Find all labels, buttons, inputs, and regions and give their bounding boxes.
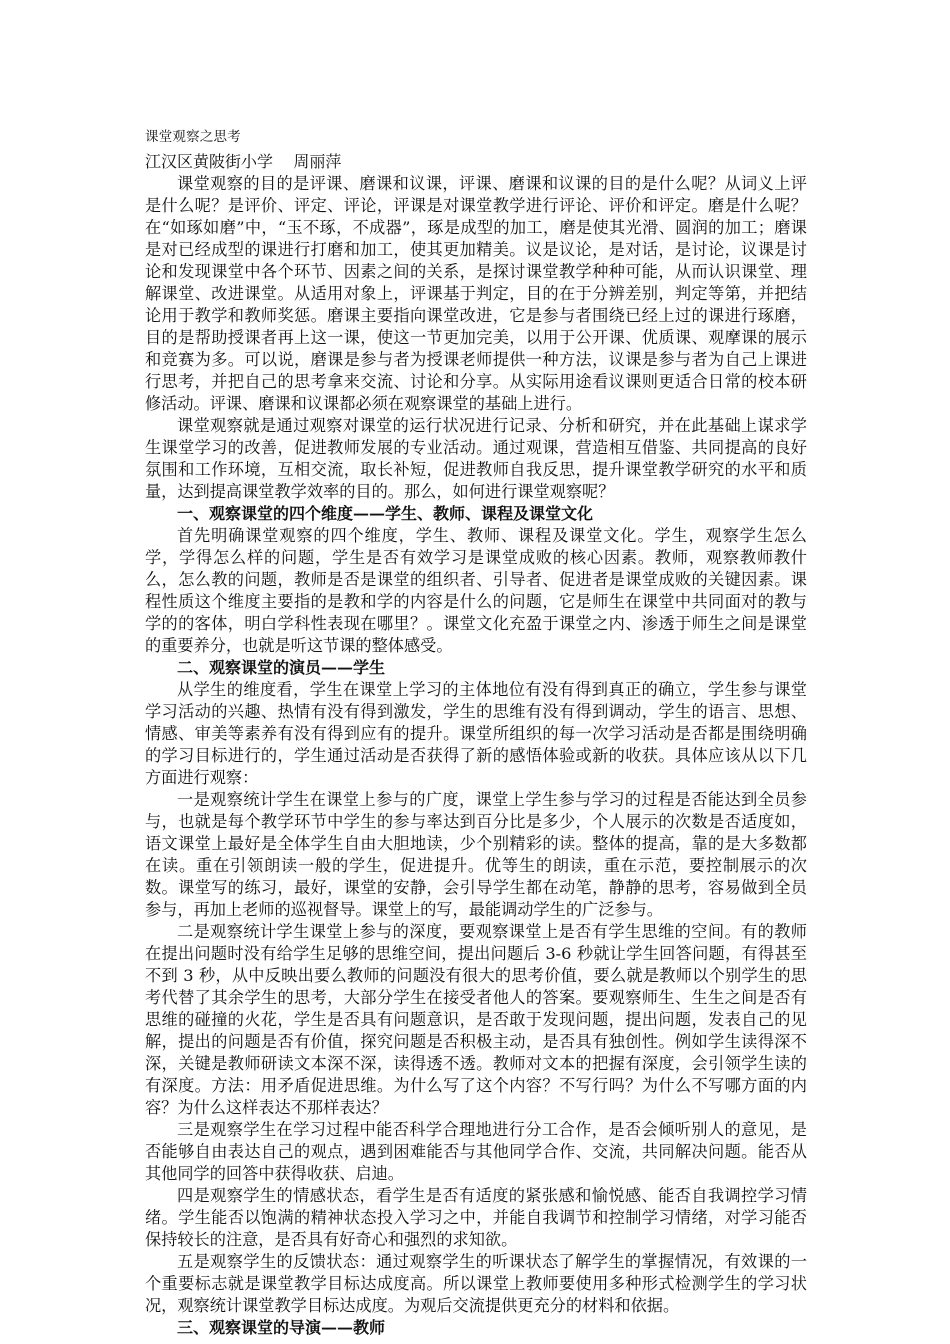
author-line: 江汉区黄陂街小学 周丽萍 (145, 152, 342, 171)
section-heading: 三、观察课堂的导演——教师 (177, 1318, 386, 1337)
document-body (145, 173, 807, 1339)
paragraph: 一是观察统计学生在课堂上参与的广度，课堂上学生参与学习的过程是否能达到全员参与，也就是每个教学环节中学生的参与率达到百分比是多少，个人展示的次数是否适度如，语文课堂上最好是全体学生自由大胆地读，少个别精彩的读。整体的提高，靠的是大多数都在读。重在引领朗读一般的学生，促进提升。优等生的朗读，重在示范，要控制展示的次数。课堂写的练习，最好，课堂的安静，会引导学生都在动笔，静静的思考，容易做到全员参与，再加上老师的巡视督导。课堂上的写，最能调动学生的广泛参与。 (145, 790, 807, 919)
section-heading: 二、观察课堂的演员——学生 (177, 658, 386, 677)
paragraph: 首先明确课堂观察的四个维度，学生、教师、课程及课堂文化。学生，观察学生怎么学，学得怎么样的问题，学生是否有效学习是课堂成败的核心因素。教师，观察教师教什么，怎么教的问题，教师是否是课堂的组织者、引导者、促进者是课堂成败的关键因素。课程性质这个维度主要指的是教和学的内容是什么的问题，它是师生在课堂中共同面对的教与学的的客体，明白学科性表现在哪里？。课堂文化充盈于课堂之内、渗透于师生之间是课堂的重要养分，也就是听这节课的整体感受。 (145, 526, 807, 655)
paragraph: 三是观察学生在学习过程中能否科学合理地进行分工合作，是否会倾听别人的意见，是否能够自由表达自己的观点，遇到困难能否与其他同学合作、交流，共同解决问题。能否从其他同学的回答中获得收获、启迪。 (145, 1120, 807, 1183)
paragraph: 课堂观察的目的是评课、磨课和议课，评课、磨课和议课的目的是什么呢？从词义上评是什么呢？是评价、评定、评论，评课是对课堂教学进行评论、评价和评定。磨是什么呢？在“如琢如磨”中，“玉不琢，不成器”，琢是成型的加工，磨是使其光滑、圆润的加工；磨课是对已经成型的课进行打磨和加工，使其更加精美。议是议论，是对话，是讨论，议课是讨论和发现课堂中各个环节、因素之间的关系，是探讨课堂教学种种可能，从而认识课堂、理解课堂、改进课堂。从适用对象上，评课基于判定，目的在于分辨差别，判定等第，并把结论用于教学和教师奖惩。磨课主要指向课堂改进，它是参与者围绕已经上过的课进行琢磨，目的是帮助授课者再上这一课，使这一节更加完美，以用于公开课、优质课、观摩课的展示和竞赛为多。可以说，磨课是参与者为授课老师提供一种方法，议课是参与者为自己上课进行思考，并把自己的思考拿来交流、讨论和分享。从实际用途看议课则更适合日常的校本研修活动。评课、磨课和议课都必须在观察课堂的基础上进行。 (145, 174, 807, 413)
paragraph: 从学生的维度看，学生在课堂上学习的主体地位有没有得到真正的确立，学生参与课堂学习活动的兴趣、热情有没有得到激发，学生的思维有没有得到调动，学生的语言、思想、情感、审美等素养有没有得到应有的提升。课堂所组织的每一次学习活动是否都是围绕明确的学习目标进行的，学生通过活动是否获得了新的感悟体验或新的收获。具体应该从以下几方面进行观察： (145, 680, 807, 787)
paragraph: 课堂观察就是通过观察对课堂的运行状况进行记录、分析和研究，并在此基础上谋求学生课堂学习的改善，促进教师发展的专业活动。通过观课，营造相互借鉴、共同提高的良好氛围和工作环境，互相交流，取长补短，促进教师自我反思，提升课堂教学研究的水平和质量，达到提高课堂教学效率的目的。那么，如何进行课堂观察呢？ (145, 416, 807, 501)
paragraph: 四是观察学生的情感状态，看学生是否有适度的紧张感和愉悦感、能否自我调控学习情绪。学生能否以饱满的精神状态投入学习之中，并能自我调节和控制学习情绪，对学习能否保持较长的注意，是否具有好奇心和强烈的求知欲。 (145, 1186, 807, 1249)
section-heading: 一、观察课堂的四个维度——学生、教师、课程及课堂文化 (177, 504, 594, 523)
paragraph: 二是观察统计学生课堂上参与的深度，要观察课堂上是否有学生思维的空间。有的教师在提出问题时没有给学生足够的思维空间，提出问题后 3-6 秒就让学生回答问题，有得甚至不到 3 秒，从中反映出要么教师的问题没有很大的思考价值，要么就是教师以个别学生的思考代替了其余学生的思考，大部分学生在接受者他人的答案。要观察师生、生生之间是否有思维的碰撞的火花，学生是否具有问题意识，是否敢于发现问题，提出问题，发表自己的见解，提出的问题是否有价值，探究问题是否积极主动，是否具有独创性。例如学生读得深不深，关键是教师研读文本深不深，读得透不透。教师对文本的把握有深度，会引领学生读的有深度。方法：用矛盾促进思维。为什么写了这个内容？不写行吗？为什么不写哪方面的内容？为什么这样表达不那样表达？ (145, 922, 807, 1117)
document-page (145, 127, 807, 1339)
paragraph: 五是观察学生的反馈状态：通过观察学生的听课状态了解学生的掌握情况，有效课的一个重要标志就是课堂教学目标达成度高。所以课堂上教师要使用多种形式检测学生的学习状况，观察统计课堂教学目标达成度。为观后交流提供更充分的材料和依据。 (145, 1252, 807, 1315)
document-title: 课堂观察之思考 (145, 129, 241, 145)
